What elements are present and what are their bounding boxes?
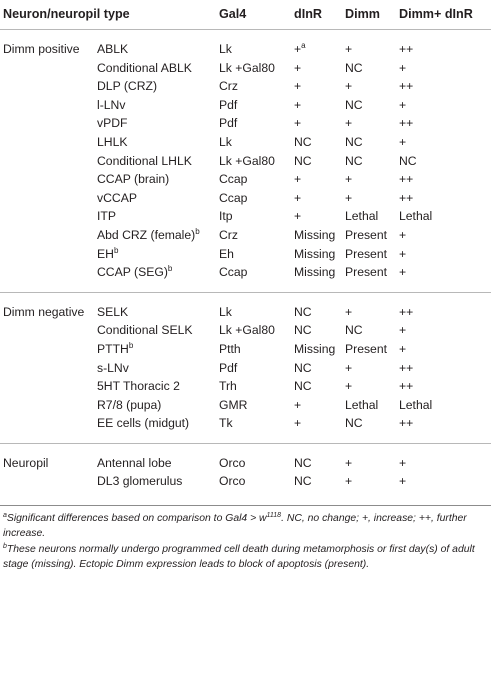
cell-gal4: Lk +Gal80 [219,153,275,168]
dinr-value: Missing [294,265,336,280]
cell-neuron-name [97,226,219,245]
cell-dinr [294,207,345,226]
table-row [0,443,491,472]
dinr-value: NC [294,379,312,394]
cell-dimm: Lethal [345,209,379,224]
table-body [0,30,491,502]
cell-gal4: Lk +Gal80 [219,60,275,75]
dinr-value: NC [294,134,312,149]
neuron-name: PTTH [97,341,129,356]
dinr-value: + [294,116,302,131]
dinr-value: + [294,97,302,112]
cell-dimm: + [345,42,353,56]
cell-dimm-dinr: ++ [399,172,414,187]
cell-gal4: Ccap [219,172,248,187]
cell-dimm-dinr: ++ [399,416,414,431]
cell-gal4: Trh [219,379,237,394]
group-label [0,114,97,133]
footnote-b [3,542,488,572]
table-row [0,292,491,321]
neuron-name: 5HT Thoracic 2 [97,379,180,394]
cell-gal4: Ccap [219,265,248,280]
table-row [0,226,491,245]
cell-dinr [294,443,345,472]
cell-gal4: Orco [219,474,246,489]
footnote-marker: b [195,226,200,236]
dinr-value: + [294,42,302,56]
table-row [0,321,491,340]
cell-dimm: NC [345,97,363,112]
cell-dimm: + [345,474,353,489]
group-label [0,189,97,208]
neuron-name: ABLK [97,42,129,56]
table-row [0,59,491,78]
cell-gal4: Pdf [219,97,238,112]
footnote-a-mark: a [3,512,7,520]
dinr-value: Missing [294,246,336,261]
neuron-name: Conditional SELK [97,323,193,338]
dinr-value: Missing [294,341,336,356]
cell-dinr [294,170,345,189]
dinr-value: NC [294,153,312,168]
cell-dimm: Present [345,265,388,280]
cell-dimm-dinr: ++ [399,79,414,94]
neuron-name: DL3 glomerulus [97,474,183,489]
table-row [0,472,491,501]
cell-dinr [294,152,345,171]
cell-dinr [294,245,345,264]
table-row [0,114,491,133]
cell-dimm: + [345,190,353,205]
cell-neuron-name [97,263,219,292]
neuron-name: R7/8 (pupa) [97,397,162,412]
cell-neuron-name [97,59,219,78]
cell-dinr [294,114,345,133]
cell-gal4: Itp [219,209,233,224]
footnotes [0,505,491,572]
neuron-name: EH [97,246,114,261]
cell-gal4: Lk [219,292,294,321]
cell-dimm-dinr: Lethal [399,209,433,224]
group-label [0,96,97,115]
cell-neuron-name [97,77,219,96]
cell-dimm-dinr: ++ [399,292,491,321]
group-label [0,340,97,359]
table-row [0,377,491,396]
header-type: Neuron/neuropil type [0,0,219,30]
dinr-value: + [294,60,302,75]
cell-dimm-dinr: + [399,60,407,75]
neuron-name: s-LNv [97,360,129,375]
header-dimm: Dimm [345,0,399,30]
group-label [0,207,97,226]
cell-dimm: + [345,116,353,131]
table-row [0,152,491,171]
cell-dinr [294,377,345,396]
neuron-name: CCAP (SEG) [97,265,168,280]
cell-gal4: Ptth [219,341,241,356]
footnote-a-text: Significant differences based on comparison to Gal4 > w [6,513,267,525]
footnote-marker: b [128,340,134,350]
cell-gal4: Eh [219,246,234,261]
group-label [0,359,97,378]
cell-neuron-name [97,377,219,396]
cell-neuron-name [97,96,219,115]
group-label [0,170,97,189]
footnote-marker: b [167,264,173,274]
cell-gal4: Orco [219,443,294,472]
header-dimm-dinr: Dimm+ dInR [399,0,491,30]
cell-gal4: Crz [219,227,238,242]
table-row [0,96,491,115]
cell-dinr [294,340,345,359]
footnote-a-superscript: 1118 [266,512,282,520]
dinr-value: + [294,209,302,224]
neuron-name: vPDF [97,116,128,131]
cell-dimm-dinr: + [399,134,407,149]
cell-dinr [294,292,345,321]
cell-dinr [294,263,345,292]
footnote-b-mark: b [3,543,7,551]
group-label [0,377,97,396]
cell-neuron-name [97,396,219,415]
cell-dimm: NC [345,416,363,431]
cell-gal4: Pdf [219,116,238,131]
table-row [0,359,491,378]
cell-dinr [294,30,345,59]
group-label [0,133,97,152]
cell-gal4: GMR [219,397,248,412]
cell-dimm-dinr: + [399,341,407,356]
cell-neuron-name [97,414,219,443]
neuron-name: CCAP (brain) [97,172,170,187]
dinr-value: NC [294,323,312,338]
cell-dimm-dinr: ++ [399,360,414,375]
cell-dimm-dinr: + [399,443,491,472]
cell-dinr [294,96,345,115]
cell-dimm: NC [345,153,363,168]
cell-dimm: + [345,79,353,94]
table-row [0,263,491,292]
header-row [0,0,491,30]
cell-neuron-name [97,189,219,208]
cell-dimm: + [345,379,353,394]
table-row [0,170,491,189]
cell-dimm: + [345,292,399,321]
cell-dimm: NC [345,60,363,75]
group-label [0,321,97,340]
table-row [0,207,491,226]
cell-dimm: NC [345,134,363,149]
cell-dimm-dinr: ++ [399,379,414,394]
table-row [0,414,491,443]
header-dinr: dInR [294,0,345,30]
dinr-value: + [294,172,302,187]
neuron-name: Antennal lobe [97,455,172,470]
cell-dinr [294,359,345,378]
neuron-name: l-LNv [97,97,126,112]
cell-dinr [294,133,345,152]
cell-dinr [294,472,345,501]
cell-neuron-name [97,321,219,340]
group-label [0,77,97,96]
cell-dimm-dinr: + [399,474,407,489]
neuron-name: Conditional ABLK [97,60,192,75]
cell-dimm: NC [345,323,363,338]
cell-dinr [294,414,345,443]
cell-dimm-dinr: + [399,97,407,112]
cell-dimm: Present [345,227,388,242]
table-row [0,340,491,359]
neuron-name: LHLK [97,134,128,149]
table-row [0,396,491,415]
cell-dimm-dinr: ++ [399,190,414,205]
cell-dimm-dinr: NC [399,153,417,168]
dinr-value: + [294,79,302,94]
cell-dinr [294,77,345,96]
footnote-b-text: These neurons normally undergo programmed cell death during metamorphosis or first day(s) of adult stage (missing). Ectopic Dimm expression leads to block of apoptosis (present). [3,544,475,571]
neuron-name: Conditional LHLK [97,153,192,168]
cell-dimm-dinr: Lethal [399,397,433,412]
table-row [0,133,491,152]
cell-gal4: Lk +Gal80 [219,323,275,338]
cell-neuron-name [97,30,219,59]
group-label: Dimm positive [3,42,80,56]
cell-gal4: Pdf [219,360,238,375]
cell-neuron-name [97,359,219,378]
dinr-value: + [294,416,302,431]
cell-dinr [294,321,345,340]
cell-dimm-dinr: + [399,323,407,338]
cell-neuron-name [97,152,219,171]
dinr-value: NC [294,474,312,489]
table-header [0,0,491,30]
group-label: Neuropil [0,443,97,472]
group-label: Dimm negative [0,292,97,321]
cell-dimm-dinr: + [399,246,407,261]
table-row [0,189,491,208]
dinr-value: NC [294,455,312,470]
footnote-marker: b [113,245,119,255]
cell-dimm: + [345,172,353,187]
cell-dimm: + [345,360,353,375]
cell-dinr [294,189,345,208]
cell-dinr [294,226,345,245]
cell-dimm: Present [345,341,388,356]
cell-gal4: Lk [219,42,232,56]
cell-neuron-name [97,472,219,501]
header-gal4: Gal4 [219,0,294,30]
group-label [0,226,97,245]
neuron-name: EE cells (midgut) [97,416,190,431]
cell-neuron-name [97,207,219,226]
dinr-value: Missing [294,227,336,242]
group-label [0,263,97,292]
footnote-marker: a [301,41,306,50]
group-label [0,59,97,78]
footnote-a [3,511,488,541]
dinr-value: + [294,190,302,205]
dinr-value: NC [294,360,312,375]
cell-gal4: Ccap [219,190,248,205]
cell-dimm: + [345,443,399,472]
group-label [0,152,97,171]
table-row [0,77,491,96]
neuron-name: SELK [97,304,129,319]
cell-gal4: Crz [219,79,238,94]
table-row [0,30,491,59]
cell-neuron-name [97,443,219,472]
neuron-name: DLP (CRZ) [97,79,158,94]
neuron-name: Abd CRZ (female) [97,227,196,242]
cell-dimm-dinr: ++ [399,116,414,131]
cell-neuron-name [97,340,219,359]
cell-neuron-name [97,245,219,264]
table-row [0,245,491,264]
group-label [0,396,97,415]
cell-neuron-name [97,133,219,152]
cell-dimm: Present [345,246,388,261]
cell-dimm-dinr: + [399,265,407,280]
cell-neuron-name [97,292,219,321]
cell-dinr [294,59,345,78]
group-label [0,472,97,501]
footnote-a-text-end: . NC, no change; +, increase; ++, further increase. [3,513,467,540]
dinr-value: NC [294,304,312,319]
cell-dinr [294,396,345,415]
cell-gal4: Lk [219,134,232,149]
group-label [0,414,97,443]
neuron-name: vCCAP [97,190,137,205]
cell-neuron-name [97,170,219,189]
cell-neuron-name [97,114,219,133]
cell-dimm-dinr: + [399,227,407,242]
group-label [0,245,97,264]
neuron-name: ITP [97,209,116,224]
dinr-value: + [294,397,302,412]
cell-dimm-dinr: ++ [399,42,414,56]
cell-dimm: Lethal [345,397,379,412]
cell-gal4: Tk [219,416,233,431]
